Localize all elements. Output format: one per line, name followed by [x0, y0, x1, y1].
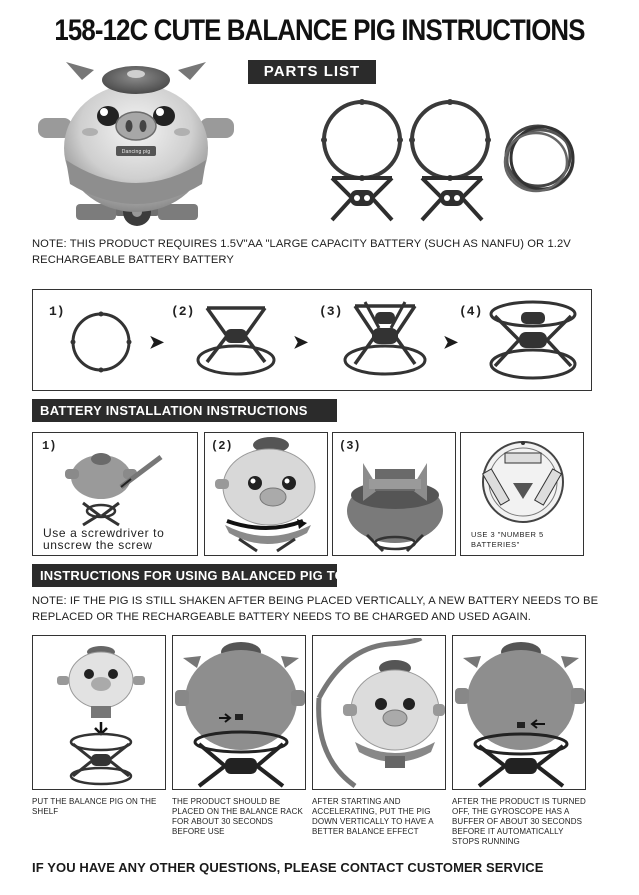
assembly-step-label: (2) — [171, 304, 195, 319]
pig-badge-label: Dancing pig — [121, 149, 151, 155]
balance-pig-illustration — [36, 56, 236, 236]
assembly-step-2-stand — [193, 302, 279, 382]
battery-step-4-caption: USE 3 "NUMBER 5 BATTERIES" — [471, 530, 544, 549]
assembly-step-3-stand — [339, 298, 431, 382]
assembly-step-4-assembled — [485, 296, 581, 386]
parts-list-heading: PARTS LIST — [248, 60, 376, 84]
usage-step-4-caption: AFTER THE PRODUCT IS TURNED OFF, THE GYROSCOPE HAS A BUFFER OF ABOUT 30 SECONDS BEFORE IT AUTOMATICALLY STOPS RUNNING — [452, 797, 586, 846]
arrow-right-icon: ➤ — [293, 332, 309, 352]
contact-footer: IF YOU HAVE ANY OTHER QUESTIONS, PLEASE CONTACT CUSTOMER SERVICE — [32, 860, 544, 875]
pig-on-rack-illustration — [175, 638, 305, 788]
usage-note: NOTE: IF THE PIG IS STILL SHAKEN AFTER BEING PLACED VERTICALLY, A NEW BATTERY NEEDS TO BE REPLACED OR THE RECHARGEABLE BATTERY NEEDS TO BE CHARGED AND USED AGAIN. — [32, 595, 599, 623]
battery-section-heading: BATTERY INSTALLATION INSTRUCTIONS — [32, 399, 337, 422]
battery-step-label: 1) — [42, 439, 57, 453]
battery-step-1-caption: Use a screwdriver to unscrew the screw — [43, 526, 165, 552]
usage-section-heading: INSTRUCTIONS FOR USING BALANCED PIG TOYS — [32, 564, 337, 587]
battery-step-4-panel — [460, 432, 584, 556]
usage-step-3-caption: AFTER STARTING AND ACCELERATING, PUT THE PIG DOWN VERTICALLY TO HAVE A BETTER BALANCE EFFECT — [312, 797, 434, 836]
open-battery-compartment-illustration — [339, 451, 451, 555]
usage-step-1-caption: PUT THE BALANCE PIG ON THE SHELF — [32, 797, 157, 816]
usage-step-1-panel — [32, 635, 166, 790]
battery-step-label: (2) — [211, 439, 233, 453]
ring-part-2 — [406, 96, 494, 184]
arrow-right-icon: ➤ — [149, 332, 165, 352]
usage-step-3-panel — [312, 635, 446, 790]
assembly-step-label: 1) — [49, 304, 65, 319]
battery-placement-diagram — [477, 439, 569, 525]
battery-step-2-panel — [204, 432, 328, 556]
pig-spin-start-illustration — [315, 638, 445, 788]
pig-back-screwdriver-illustration — [61, 443, 171, 527]
assembly-step-1-ring — [69, 310, 133, 374]
pig-onto-shelf-illustration — [49, 642, 153, 786]
assembly-step-label: (3) — [319, 304, 343, 319]
page-title: 158-12C CUTE BALANCE PIG INSTRUCTIONS — [54, 14, 585, 47]
pig-gyroscope-buffer-illustration — [455, 638, 585, 788]
battery-step-label: (3) — [339, 439, 361, 453]
battery-step-1-panel — [32, 432, 198, 556]
usage-step-2-caption: THE PRODUCT SHOULD BE PLACED ON THE BALANCE RACK FOR ABOUT 30 SECONDS BEFORE USE — [172, 797, 303, 836]
stand-legs-part-2 — [416, 174, 488, 224]
pig-twist-open-illustration — [207, 435, 327, 555]
battery-step-3-panel — [332, 432, 456, 556]
battery-requirement-note: NOTE: THIS PRODUCT REQUIRES 1.5V"AA "LARGE CAPACITY BATTERY (SUCH AS NANFU) OR 1.2V RECHARGEABLE BATTERY BATTERY — [32, 238, 571, 266]
ring-part-1 — [318, 96, 406, 184]
stand-legs-part-1 — [326, 174, 398, 224]
assembly-steps-box — [32, 289, 592, 391]
usage-step-4-panel — [452, 635, 586, 790]
rubber-bands-part — [500, 118, 580, 200]
arrow-right-icon: ➤ — [443, 332, 459, 352]
assembly-step-label: (4) — [459, 304, 483, 319]
usage-step-2-panel — [172, 635, 306, 790]
